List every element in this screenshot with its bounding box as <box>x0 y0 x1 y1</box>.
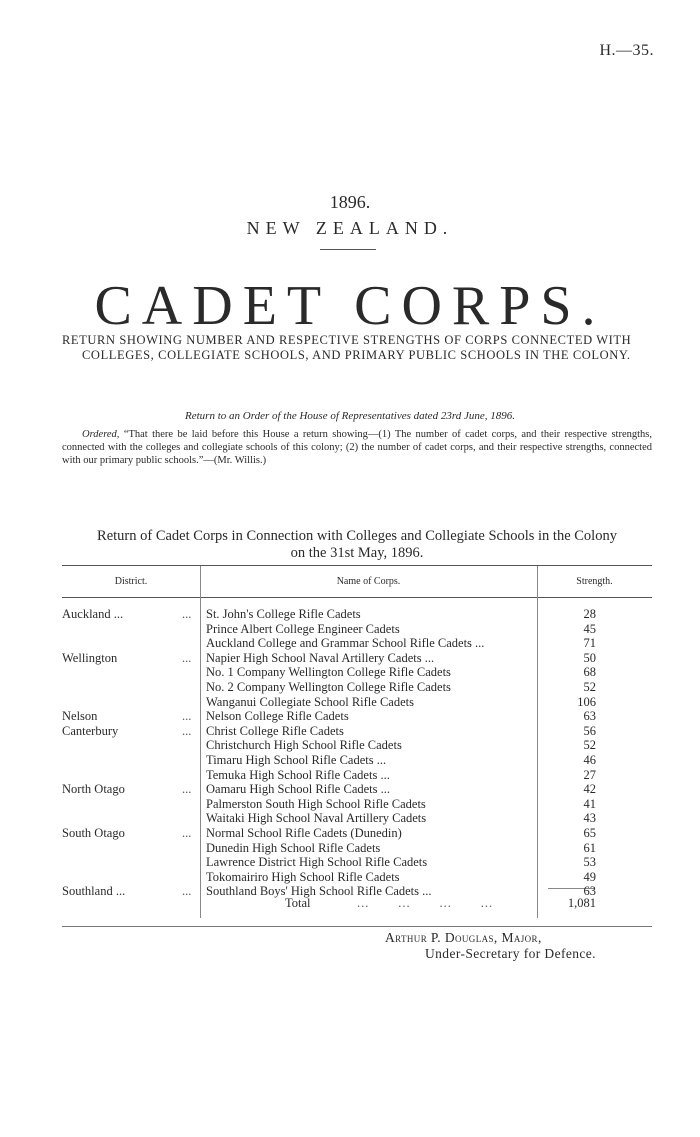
district-leader-dots: ... <box>182 709 192 724</box>
cell-strength: 45 <box>583 621 596 636</box>
cell-strength: 61 <box>583 840 596 855</box>
header-district: District. <box>114 576 148 587</box>
cell-corps-name: Waitaki High School Naval Artillery Cadets <box>206 811 427 826</box>
cell-corps-name: Napier High School Naval Artillery Cadets ... <box>206 650 435 665</box>
cell-district: Canterbury <box>62 723 119 738</box>
cell-corps-name: Oamaru High School Rifle Cadets ... <box>206 782 390 797</box>
cell-corps-name: St. John's College Rifle Cadets <box>206 607 361 621</box>
table-top-rule <box>62 565 652 566</box>
ordered-label: Ordered, <box>82 429 120 440</box>
page-reference: H.—35. <box>599 42 654 59</box>
cell-corps-name: No. 2 Company Wellington College Rifle Cadets <box>206 680 451 694</box>
total-leader-dots: ... ... ... ... <box>357 896 494 910</box>
cell-corps-name: Tokomairiro High School Rifle Cadets <box>206 869 400 884</box>
cell-strength: 27 <box>583 767 596 782</box>
cell-strength: 65 <box>583 826 596 840</box>
cell-strength: 50 <box>583 650 596 665</box>
cell-corps-name: Timaru High School Rifle Cadets ... <box>206 753 387 767</box>
cell-district: South Otago <box>62 826 125 840</box>
header-strength: Strength. <box>576 576 613 587</box>
cell-strength: 53 <box>583 855 596 870</box>
cell-strength: 63 <box>583 709 596 724</box>
cell-corps-name: Palmerston South High School Rifle Cadets <box>206 796 426 811</box>
cell-district: Auckland ... <box>62 607 124 621</box>
cell-corps-name: Auckland College and Grammar School Rifle Cadets ... <box>206 636 485 651</box>
cell-corps-name: Prince Albert College Engineer Cadets <box>206 621 400 636</box>
table-bottom-rule <box>62 926 652 927</box>
cell-strength: 68 <box>583 665 596 680</box>
cell-strength: 42 <box>583 782 596 797</box>
table-title-line-1: Return of Cadet Corps in Connection with Colleges and Collegiate Schools in the Colony <box>97 528 617 544</box>
table-title-line-2: on the 31st May, 1896. <box>290 545 424 561</box>
header-name-of-corps: Name of Corps. <box>336 576 401 587</box>
cell-strength: 63 <box>583 884 596 899</box>
cell-district: Southland ... <box>62 884 126 899</box>
cell-strength: 28 <box>583 607 596 621</box>
signature-title: Under-Secretary for Defence. <box>425 946 596 961</box>
subtitle-line-1: RETURN SHOWING NUMBER AND RESPECTIVE STRENGTHS OF CORPS CONNECTED WITH <box>62 333 632 347</box>
cell-corps-name: No. 1 Company Wellington College Rifle Cadets <box>206 665 451 680</box>
cell-strength: 52 <box>583 738 596 753</box>
cell-strength: 52 <box>583 680 596 694</box>
table-header-rule <box>62 597 652 598</box>
country-heading: NEW ZEALAND. <box>246 218 454 238</box>
cell-strength: 106 <box>577 694 596 709</box>
cell-district: Wellington <box>62 650 118 665</box>
district-leader-dots: ... <box>182 884 192 899</box>
table-title <box>62 528 652 562</box>
cell-district: Nelson <box>62 709 98 724</box>
cell-corps-name: Southland Boys' High School Rifle Cadets ... <box>206 884 432 899</box>
cell-district: North Otago <box>62 782 125 797</box>
total-value: 1,081 <box>567 896 596 910</box>
cell-corps-name: Christ College Rifle Cadets <box>206 723 344 738</box>
cell-corps-name: Normal School Rifle Cadets (Dunedin) <box>206 826 402 840</box>
cell-strength: 49 <box>583 869 596 884</box>
total-label: Total <box>285 896 311 910</box>
signature-name: Arthur P. Douglas, Major, <box>385 930 542 945</box>
cell-corps-name: Wanganui Collegiate School Rifle Cadets <box>206 694 414 709</box>
district-leader-dots: ... <box>182 826 192 840</box>
cell-strength: 41 <box>583 796 596 811</box>
cell-strength: 71 <box>583 636 596 651</box>
cell-strength: 56 <box>583 723 596 738</box>
cell-corps-name: Temuka High School Rifle Cadets ... <box>206 767 390 782</box>
document-subtitle <box>62 333 652 363</box>
cell-corps-name: Dunedin High School Rifle Cadets <box>206 840 381 855</box>
subtitle-line-2: COLLEGES, COLLEGIATE SCHOOLS, AND PRIMARY PUBLIC SCHOOLS IN THE COLONY. <box>82 348 631 362</box>
document-year: 1896. <box>329 192 371 212</box>
column-divider-right <box>537 566 538 918</box>
ordered-paragraph <box>62 428 652 467</box>
cell-strength: 43 <box>583 811 596 826</box>
return-order-note: Return to an Order of the House of Representatives dated 23rd June, 1896. <box>185 410 515 422</box>
district-leader-dots: ... <box>182 723 192 738</box>
column-divider-left <box>200 566 201 918</box>
title-divider <box>320 249 376 250</box>
district-leader-dots: ... <box>182 607 192 621</box>
document-title: CADET CORPS. <box>94 275 606 337</box>
cell-corps-name: Nelson College Rifle Cadets <box>206 709 349 724</box>
ordered-text: “That there be laid before this House a return showing—(1) The number of cadet corps, and their respective strengths, connected with the colleges and collegiate schools of this colony; (2) the number of cadet corps, and their respective strengths, connected with our primary public schools.”—(Mr. Willis.) <box>62 429 653 466</box>
district-leader-dots: ... <box>182 782 192 797</box>
cell-corps-name: Lawrence District High School Rifle Cadets <box>206 855 428 870</box>
cell-strength: 46 <box>583 753 596 767</box>
district-leader-dots: ... <box>182 650 192 665</box>
cell-corps-name: Christchurch High School Rifle Cadets <box>206 738 402 753</box>
